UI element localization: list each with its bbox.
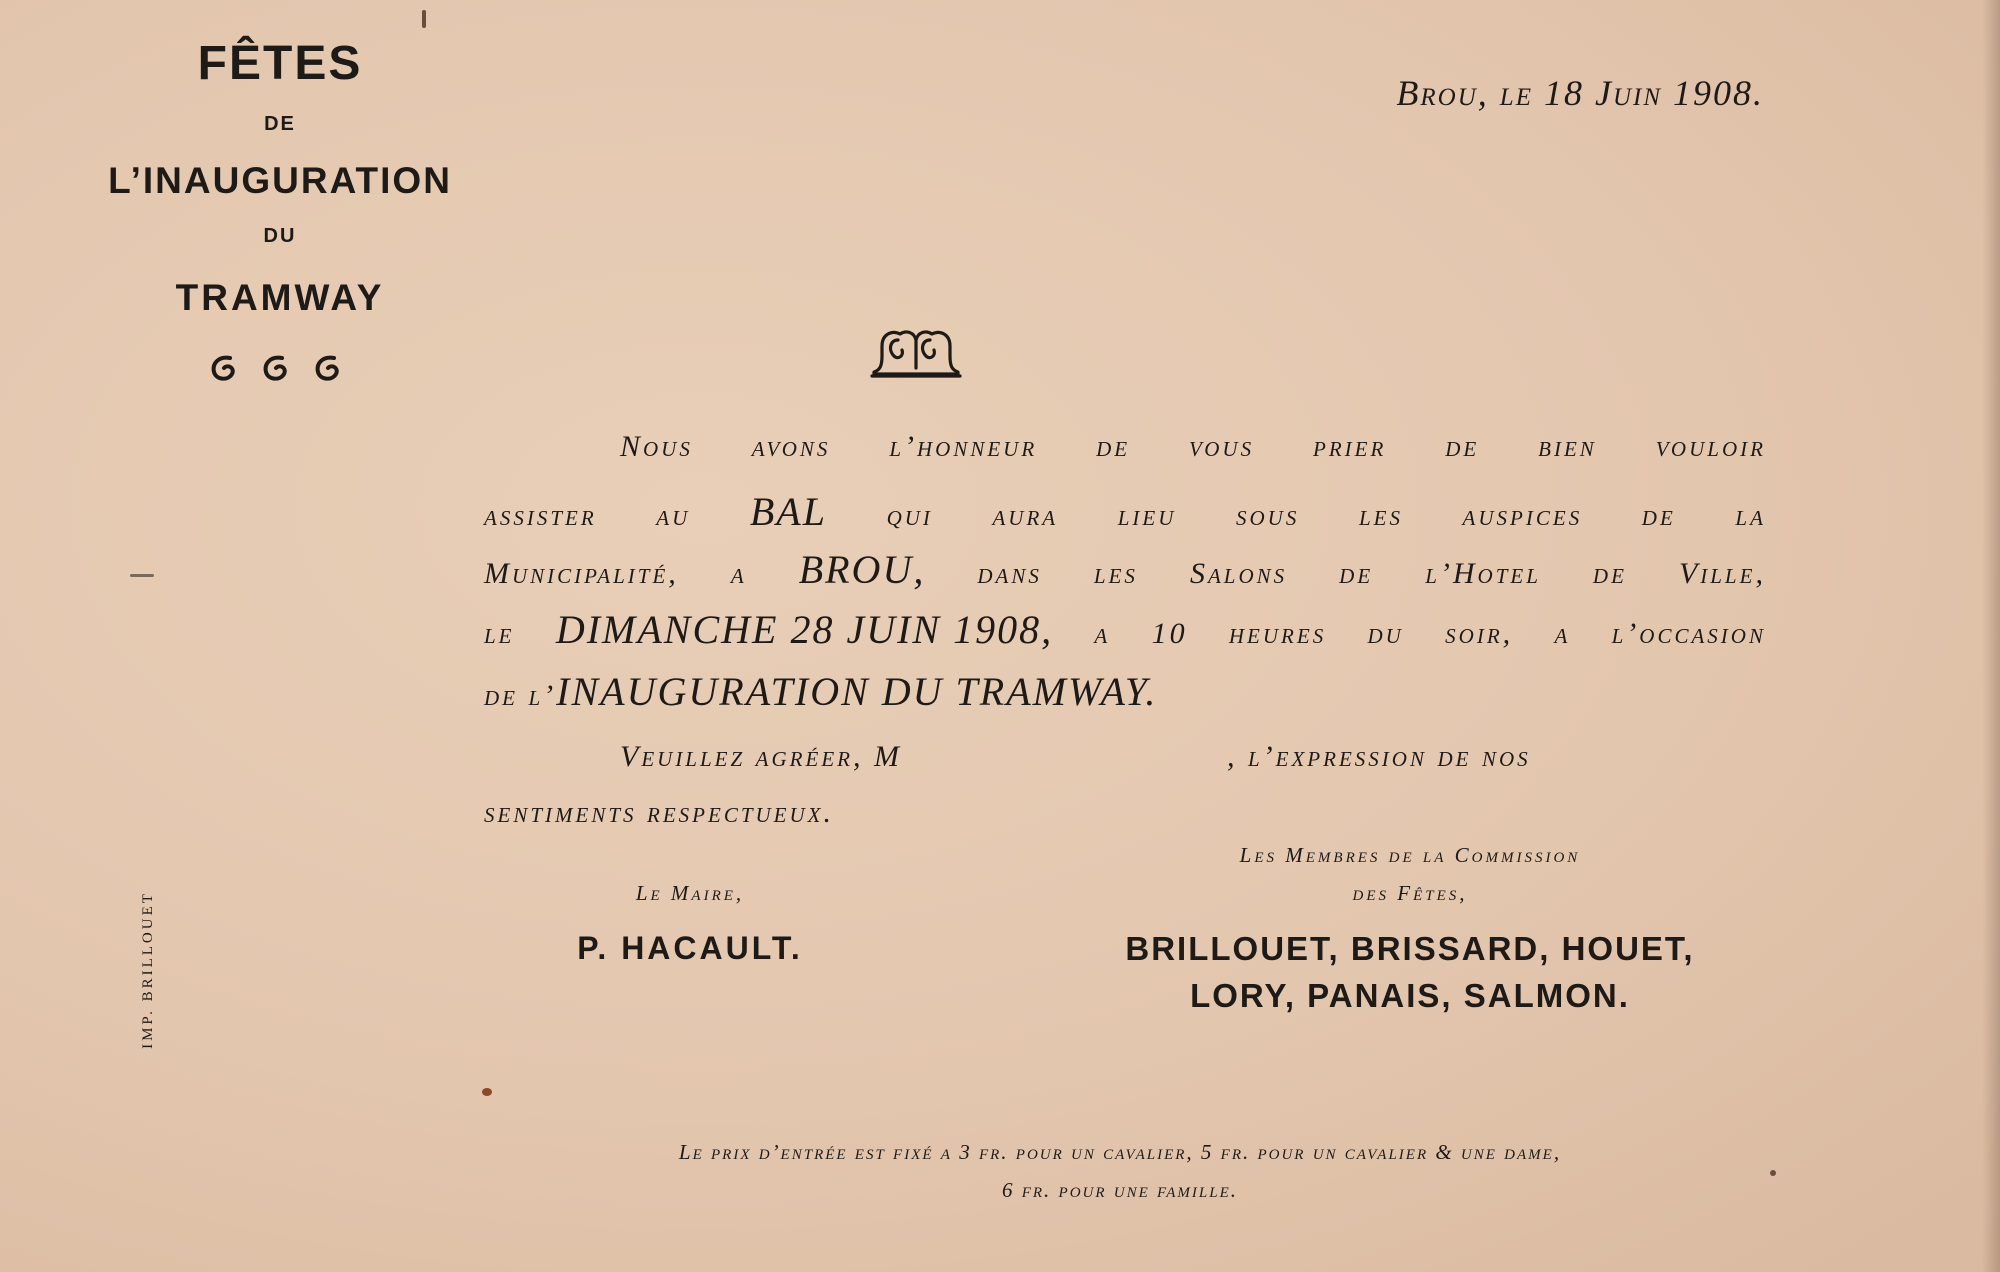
heading-inauguration: L’INAUGURATION [108,160,452,201]
members-line-2: LORY, PANAIS, SALMON. [1190,977,1630,1014]
imprint-text: IMP. BRILLOUET [140,891,156,1049]
heading-fetes: FÊTES [197,37,363,90]
stain-spot [422,10,426,28]
members-line-1: BRILLOUET, BRISSARD, HOUET, [1125,930,1695,967]
heading-de: DE [264,113,296,135]
price-line-1: Le prix d’entrée est fixé a 3 fr. pour un cavalier, 5 fr. pour un cavalier & une dame, [678,1140,1562,1164]
heading-tramway: TRAMWAY [175,277,385,318]
card-edge-shadow [1982,0,2000,1272]
stain-spot [130,574,154,577]
imprint-mark [140,891,160,1049]
event-date: DIMANCHE 28 JUIN 1908, [555,607,1054,652]
heading-du: DU [263,225,297,247]
body-line-1: Nous avons l’honneur de vous prier de bien vouloir [620,430,1766,463]
stain-spot [482,1088,492,1096]
body-line-5: de l’ INAUGURATION DU TRAMWAY. [484,669,1158,714]
stain-spot [1770,1170,1776,1176]
closing-line: Veuillez agréer, M , l’expression de nos [620,740,1531,773]
price-line-2: 6 fr. pour une famille. [1001,1178,1239,1202]
curl-ornament-icon [200,350,360,386]
date-line: Brou, le 18 Juin 1908. [1396,73,1764,113]
body-line-4: le DIMANCHE 28 JUIN 1908, a 10 heures du soir, a l’occasion [484,607,1766,652]
closing-line-2: sentiments respectueux. [484,796,834,829]
brou-word: BROU, [798,547,926,592]
inauguration-phrase: INAUGURATION DU TRAMWAY. [556,669,1158,714]
maire-name: P. HACAULT. [577,930,803,966]
monogram-m-icon [868,326,964,380]
maire-label: Le Maire, [635,881,745,905]
bal-word: BAL [749,489,827,534]
commission-label-2: des Fêtes, [1352,881,1468,905]
body-line-2: assister au BAL qui aura lieu sous les auspices de la [484,489,1766,534]
commission-label-1: Les Membres de la Commission [1239,843,1581,867]
body-line-3: Municipalité, a BROU, dans les Salons de l’Hotel de Ville, [484,547,1766,592]
